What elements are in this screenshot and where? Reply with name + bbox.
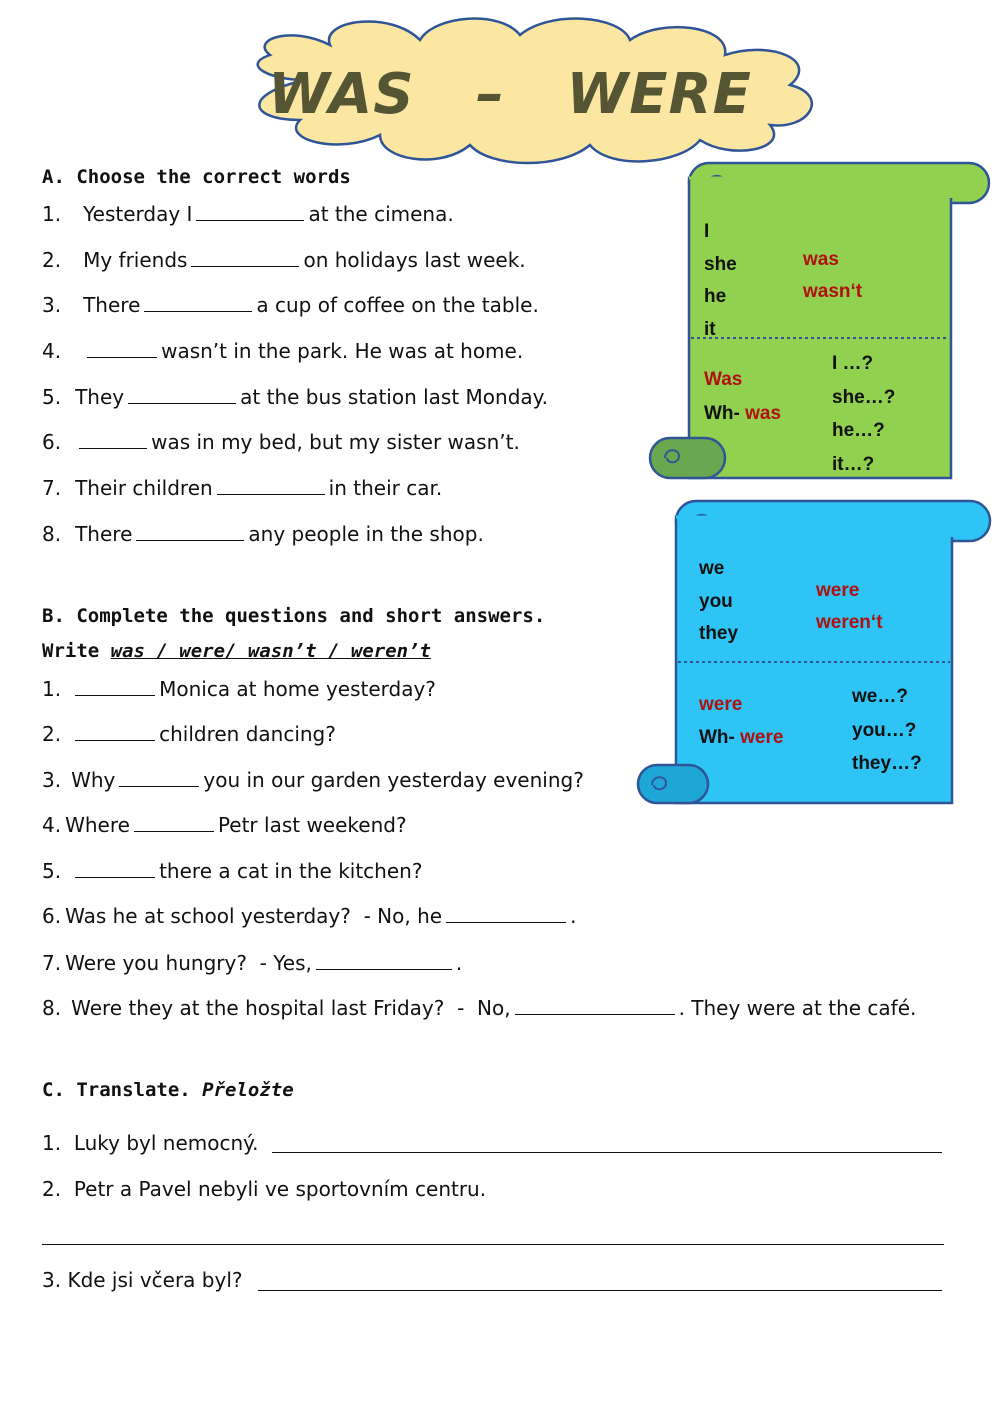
answer-blank[interactable] bbox=[75, 720, 155, 741]
answer-blank[interactable] bbox=[217, 474, 325, 495]
item-text-before: They bbox=[75, 385, 125, 409]
section-b-instruction bbox=[42, 640, 431, 662]
item-text-before: Why bbox=[71, 768, 116, 792]
translate-text: Luky byl nemocný. bbox=[73, 1131, 259, 1155]
pronoun: I bbox=[704, 221, 710, 242]
item-text-after: children dancing? bbox=[159, 722, 336, 746]
section-b-heading: B. Complete the questions and short answers. bbox=[42, 605, 546, 627]
item-text-before: Were they at the hospital last Friday? - No, bbox=[71, 996, 511, 1020]
item-text-after: . bbox=[570, 904, 577, 928]
exercise-item bbox=[42, 428, 520, 455]
exercise-item bbox=[42, 337, 523, 364]
answer-blank[interactable] bbox=[134, 811, 214, 832]
green-pronouns bbox=[704, 216, 737, 346]
blue-questions bbox=[852, 680, 922, 781]
question-form: they…? bbox=[852, 753, 922, 774]
item-number: 8. bbox=[42, 996, 62, 1020]
green-forms bbox=[803, 244, 862, 308]
pronoun: you bbox=[699, 590, 733, 612]
translate-text: Kde jsi včera byl? bbox=[67, 1268, 243, 1292]
answer-line[interactable] bbox=[258, 1276, 942, 1291]
section-c-title-cz: Přeložte bbox=[202, 1079, 294, 1101]
item-number: 3. bbox=[42, 1268, 62, 1292]
wh-form: was bbox=[745, 403, 782, 424]
item-number: 1. bbox=[42, 202, 62, 226]
section-a-heading: A. Choose the correct words bbox=[42, 166, 351, 188]
answer-blank[interactable] bbox=[196, 200, 304, 221]
item-number: 8. bbox=[42, 522, 62, 546]
exercise-item bbox=[42, 474, 442, 501]
item-text-after: Petr last weekend? bbox=[217, 813, 407, 837]
verb-form: was bbox=[803, 249, 839, 270]
exercise-item bbox=[42, 949, 462, 976]
exercise-item bbox=[42, 766, 584, 793]
item-text-after: a cup of coffee on the table. bbox=[256, 293, 539, 317]
item-number: 7. bbox=[42, 951, 62, 975]
answer-blank[interactable] bbox=[128, 383, 236, 404]
wh-label: Wh- bbox=[704, 403, 740, 424]
blue-pronouns bbox=[699, 553, 738, 651]
item-number: 6. bbox=[42, 430, 62, 454]
question-form: I …? bbox=[832, 353, 874, 374]
verb-form: wasn‘t bbox=[803, 281, 863, 302]
answer-blank[interactable] bbox=[515, 994, 675, 1015]
item-number: 2. bbox=[42, 722, 62, 746]
answer-line[interactable] bbox=[272, 1138, 942, 1153]
answer-blank[interactable] bbox=[87, 337, 157, 358]
item-text-after: at the cimena. bbox=[308, 202, 454, 226]
green-questions bbox=[832, 347, 895, 481]
item-text-after: in their car. bbox=[328, 476, 443, 500]
translate-text: Petr a Pavel nebyli ve sportovním centru. bbox=[73, 1177, 487, 1201]
answer-blank[interactable] bbox=[136, 520, 244, 541]
exercise-item bbox=[42, 994, 916, 1021]
item-text-after: was in my bed, but my sister wasn’t. bbox=[151, 430, 520, 454]
item-text-after: . bbox=[455, 951, 463, 975]
answer-blank[interactable] bbox=[144, 291, 252, 312]
item-text-after: any people in the shop. bbox=[248, 522, 484, 546]
item-number: 6. bbox=[42, 904, 62, 928]
item-number: 3. bbox=[42, 293, 62, 317]
translate-item-2 bbox=[42, 1176, 486, 1202]
item-text-after: at the bus station last Monday. bbox=[240, 385, 549, 409]
item-number: 1. bbox=[42, 677, 62, 701]
green-question-word: Was bbox=[704, 369, 743, 390]
answer-blank[interactable] bbox=[75, 675, 155, 696]
exercise-item bbox=[42, 811, 407, 838]
pronoun: it bbox=[704, 318, 716, 340]
question-form: he…? bbox=[832, 420, 885, 441]
item-text-before: My friends bbox=[83, 248, 188, 272]
item-text-before: Was he at school yesterday? - No, he bbox=[65, 904, 443, 928]
blue-wh-line bbox=[699, 727, 783, 749]
exercise-item bbox=[42, 383, 548, 410]
answer-blank[interactable] bbox=[446, 902, 566, 923]
item-text-before: Their children bbox=[75, 476, 213, 500]
section-c-heading bbox=[42, 1079, 294, 1101]
exercise-item bbox=[42, 246, 526, 273]
pronoun: we bbox=[699, 558, 725, 579]
item-text-before: Were you hungry? - Yes, bbox=[65, 951, 312, 975]
wh-form: were bbox=[740, 727, 784, 748]
item-number: 2. bbox=[42, 1177, 62, 1201]
page-title: WAS – WERE bbox=[268, 62, 752, 127]
item-text-after: Monica at home yesterday? bbox=[159, 677, 436, 701]
blue-grammar-scroll bbox=[634, 497, 996, 809]
item-text-before: Where bbox=[65, 813, 130, 837]
blue-forms bbox=[816, 575, 883, 639]
item-number: 1. bbox=[42, 1131, 62, 1155]
item-text-after: . They were at the café. bbox=[678, 996, 917, 1020]
verb-form: weren‘t bbox=[816, 612, 883, 633]
exercise-item bbox=[42, 902, 576, 929]
section-c-title: C. Translate. bbox=[42, 1079, 191, 1101]
question-form: it…? bbox=[832, 453, 875, 475]
item-text-before: There bbox=[83, 293, 141, 317]
item-text-after: on holidays last week. bbox=[303, 248, 526, 272]
green-wh-line bbox=[704, 403, 781, 425]
write-options: was / were/ wasn’t / weren’t bbox=[110, 640, 431, 662]
item-number: 3. bbox=[42, 768, 62, 792]
question-form: you…? bbox=[852, 719, 917, 741]
answer-blank[interactable] bbox=[316, 949, 452, 970]
item-number: 4. bbox=[42, 813, 62, 837]
answer-blank[interactable] bbox=[191, 246, 299, 267]
pronoun: he bbox=[704, 286, 727, 307]
pronoun: they bbox=[699, 623, 739, 644]
pronoun: she bbox=[704, 253, 737, 275]
item-text-after: wasn’t in the park. He was at home. bbox=[161, 339, 524, 363]
exercise-item bbox=[42, 520, 484, 547]
translate-item-3 bbox=[42, 1267, 243, 1293]
answer-blank[interactable] bbox=[119, 766, 199, 787]
exercise-item bbox=[42, 720, 336, 747]
wh-label: Wh- bbox=[699, 727, 735, 748]
exercise-item bbox=[42, 675, 436, 702]
blue-question-word: were bbox=[699, 694, 743, 715]
item-text-after: there a cat in the kitchen? bbox=[159, 859, 423, 883]
item-number: 5. bbox=[42, 859, 62, 883]
exercise-item bbox=[42, 200, 454, 227]
item-number: 7. bbox=[42, 476, 62, 500]
question-form: we…? bbox=[852, 686, 908, 707]
exercise-item bbox=[42, 291, 539, 318]
answer-blank[interactable] bbox=[79, 428, 147, 449]
green-grammar-scroll bbox=[645, 158, 997, 488]
translate-item-1 bbox=[42, 1130, 259, 1156]
verb-form: were bbox=[816, 580, 860, 601]
item-number: 4. bbox=[42, 339, 62, 363]
exercise-item bbox=[42, 857, 422, 884]
question-form: she…? bbox=[832, 386, 896, 408]
answer-blank[interactable] bbox=[75, 857, 155, 878]
item-text-after: you in our garden yesterday evening? bbox=[203, 768, 584, 792]
item-text-before: Yesterday I bbox=[83, 202, 193, 226]
answer-line[interactable] bbox=[42, 1230, 944, 1245]
item-text-before: There bbox=[75, 522, 133, 546]
item-number: 5. bbox=[42, 385, 62, 409]
write-label: Write bbox=[42, 640, 100, 662]
item-number: 2. bbox=[42, 248, 62, 272]
